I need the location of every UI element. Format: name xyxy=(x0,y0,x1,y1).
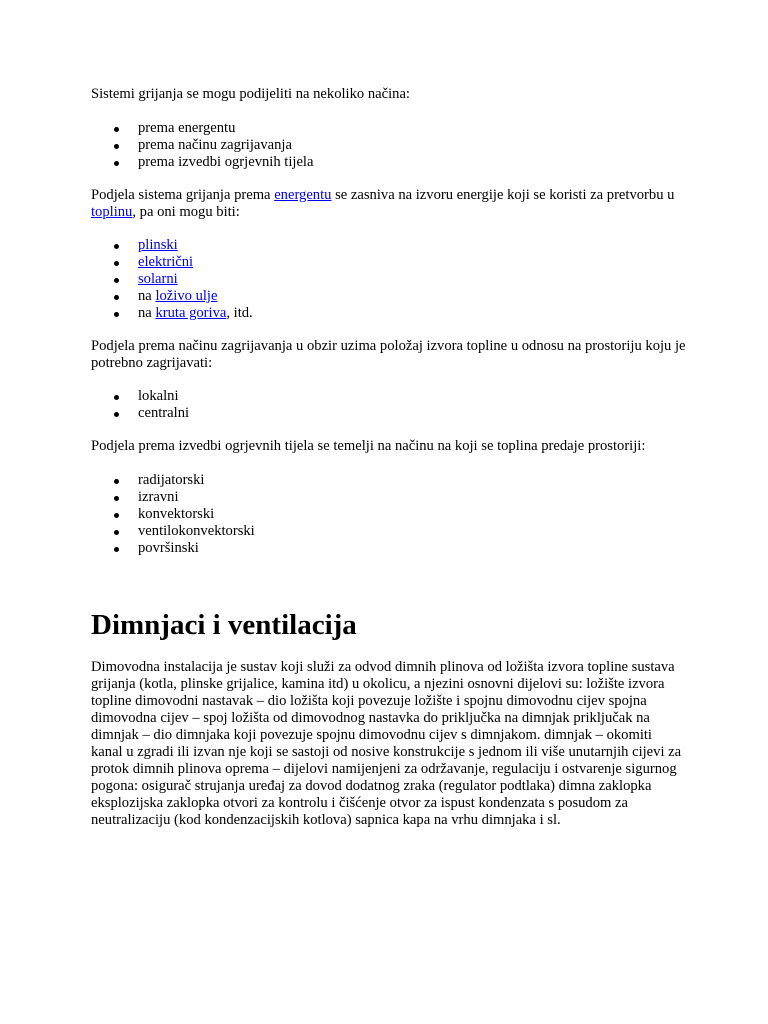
list-item: prema načinu zagrijavanja xyxy=(91,137,691,154)
chimney-paragraph: Dimovodna instalacija je sustav koji služi za odvod dimnih plinova od ložišta izvora topline sustava grijanja (kotla, plinske grijalice, kamina itd) u okolicu, a njezini osnovni dijelovi su: ložište izvora topline dimovodni nastavak – dio ložišta koji povezuje ložište i spojnu dimovodnu cijev spojna dimovodna cijev – spoj ložišta od dimovodnog nastavka do priključka na dimnjak priključak na dimnjak – dio dimnjaka koji povezuje spojnu dimovodnu cijev s dimnjakom. dimnjak – okomiti kanal u zgradi ili izvan nje koji se sastoji od nosive konstrukcije s jednom ili više unutarnjih cijevi za protok dimnih plinova oprema – dijelovi namijenjeni za održavanje, regulaciju i ostvarenje sigurnog pogona: osigurač strujanja uređaj za dovod dodatnog zraka (regulator podtlaka) dimna zaklopka eksplozijska zaklopka otvori za kontrolu i čišćenje otvor za ispust kondenzata s posudom za neutralizaciju (kod kondenzacijskih kotlova) sapnica kapa na vrhu dimnjaka i sl. xyxy=(91,659,682,828)
heating-types-list xyxy=(91,388,691,422)
solid-prefix: na xyxy=(138,305,156,321)
list-item: radijatorski xyxy=(91,472,691,489)
heating-paragraph: Podjela prema načinu zagrijavanja u obzir uzima položaj izvora topline u odnosu na prostoriju koju je potrebno zagrijavati: xyxy=(91,338,686,371)
elektricni-link[interactable]: električni xyxy=(138,254,194,270)
list-item: lokalni xyxy=(91,388,691,405)
list-item: centralni xyxy=(91,405,691,422)
oil-prefix: na xyxy=(138,288,156,304)
energy-text-2: se zasniva na izvoru energije koji se koristi za pretvorbu u xyxy=(331,187,675,203)
methods-list xyxy=(91,120,691,171)
list-item: ventilokonvektorski xyxy=(91,523,691,540)
solarni-link[interactable]: solarni xyxy=(138,271,178,287)
chimney-heading: Dimnjaci i ventilacija xyxy=(91,609,357,641)
list-item: prema energentu xyxy=(91,120,691,137)
list-item xyxy=(91,254,691,271)
list-item xyxy=(91,288,691,305)
toplina-link[interactable]: toplinu xyxy=(91,204,133,220)
bodies-types-list xyxy=(91,472,691,557)
energy-paragraph xyxy=(91,187,691,221)
solid-suffix: , itd. xyxy=(226,305,253,321)
list-item: izravni xyxy=(91,489,691,506)
bodies-paragraph: Podjela prema izvedbi ogrjevnih tijela se temelji na načinu na koji se toplina predaje prostoriji: xyxy=(91,438,646,454)
list-item: površinski xyxy=(91,540,691,557)
document-page xyxy=(91,86,691,829)
kruta-goriva-link[interactable]: kruta goriva xyxy=(155,305,227,321)
list-item xyxy=(91,237,691,254)
lozivo-ulje-link[interactable]: loživo ulje xyxy=(155,288,218,304)
list-item: konvektorski xyxy=(91,506,691,523)
energy-text-3: , pa oni mogu biti: xyxy=(132,204,240,220)
list-item xyxy=(91,271,691,288)
intro-paragraph: Sistemi grijanja se mogu podijeliti na nekoliko načina: xyxy=(91,86,410,102)
list-item: prema izvedbi ogrjevnih tijela xyxy=(91,154,691,171)
list-item xyxy=(91,305,691,322)
energent-link[interactable]: energentu xyxy=(274,187,332,203)
plinski-link[interactable]: plinski xyxy=(138,237,178,253)
energy-types-list xyxy=(91,237,691,322)
energy-text-1: Podjela sistema grijanja prema xyxy=(91,187,275,203)
